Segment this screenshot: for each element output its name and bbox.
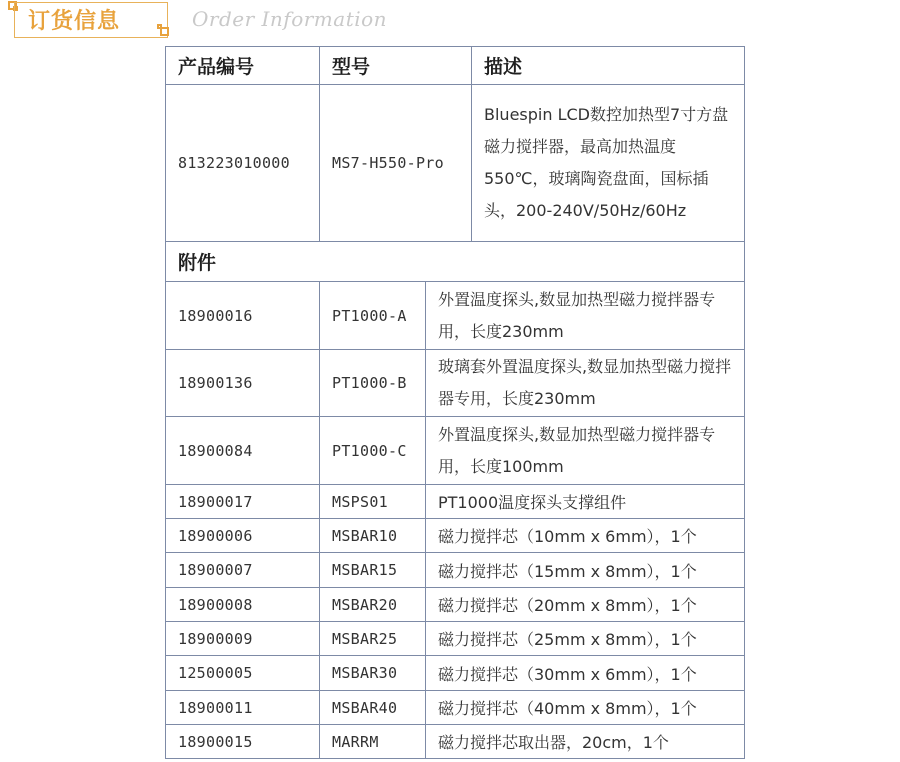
accessory-description: 磁力搅拌芯（10mm x 6mm），1个 — [425, 519, 744, 552]
accessory-model: PT1000-C — [319, 417, 425, 484]
accessory-code: 18900011 — [178, 698, 253, 717]
accessory-code: 18900007 — [178, 561, 253, 579]
accessory-model: PT1000-A — [319, 282, 425, 349]
accessory-code: 18900009 — [178, 629, 253, 648]
accessory-description: 磁力搅拌芯（25mm x 8mm），1个 — [425, 622, 744, 655]
page-title: 订货信息 — [28, 9, 121, 34]
accessory-model: MSPS01 — [319, 485, 425, 518]
accessory-description: 磁力搅拌芯（20mm x 8mm），1个 — [425, 588, 744, 621]
accessory-description: 磁力搅拌芯取出器，20cm，1个 — [425, 725, 744, 758]
table-header-row — [166, 47, 744, 85]
section-label: 附件 — [178, 252, 217, 274]
corner-ornament-icon — [157, 24, 162, 29]
accessory-model: MARRM — [319, 725, 425, 758]
order-table — [165, 46, 745, 759]
column-header-code: 产品编号 — [178, 56, 255, 78]
accessory-description: 外置温度探头,数显加热型磁力搅拌器专用，长度100mm — [425, 417, 744, 484]
accessory-description: 外置温度探头,数显加热型磁力搅拌器专用，长度230mm — [425, 282, 744, 349]
table-row — [166, 725, 744, 758]
accessory-code: 18900136 — [178, 374, 253, 392]
table-row — [166, 282, 744, 350]
accessory-model: PT1000-B — [319, 350, 425, 416]
accessory-description: 磁力搅拌芯（15mm x 8mm），1个 — [425, 553, 744, 587]
accessory-description: 磁力搅拌芯（30mm x 6mm），1个 — [425, 656, 744, 690]
section-row — [166, 242, 744, 282]
accessory-code: 18900084 — [178, 441, 253, 460]
table-row — [166, 691, 744, 725]
table-row — [166, 519, 744, 553]
accessory-code: 18900006 — [178, 526, 253, 545]
accessory-description: 磁力搅拌芯（40mm x 8mm），1个 — [425, 691, 744, 724]
accessory-model: MSBAR20 — [319, 588, 425, 621]
product-model: MS7-H550-Pro — [319, 85, 471, 241]
accessory-model: MSBAR15 — [319, 553, 425, 587]
table-row — [166, 656, 744, 691]
product-description: Bluespin LCD数控加热型7寸方盘磁力搅拌器，最高加热温度550℃，玻璃陶瓷盘面，国标插头，200-240V/50Hz/60Hz — [471, 85, 744, 241]
table-row — [166, 350, 744, 417]
accessory-description: PT1000温度探头支撑组件 — [425, 485, 744, 518]
accessory-code: 18900017 — [178, 492, 253, 511]
accessory-code: 18900016 — [178, 306, 253, 325]
product-code: 813223010000 — [178, 154, 290, 172]
column-header-description: 描述 — [471, 47, 744, 84]
table-row — [166, 85, 744, 242]
accessory-code: 18900015 — [178, 732, 253, 751]
table-row — [166, 485, 744, 519]
table-row — [166, 553, 744, 588]
table-row — [166, 622, 744, 656]
accessory-code: 12500005 — [178, 664, 253, 682]
table-row — [166, 588, 744, 622]
accessory-description: 玻璃套外置温度探头,数显加热型磁力搅拌器专用，长度230mm — [425, 350, 744, 416]
accessory-model: MSBAR10 — [319, 519, 425, 552]
page-subtitle: Order Information — [192, 7, 388, 31]
accessory-model: MSBAR40 — [319, 691, 425, 724]
accessory-model: MSBAR30 — [319, 656, 425, 690]
accessory-code: 18900008 — [178, 595, 253, 614]
accessory-model: MSBAR25 — [319, 622, 425, 655]
table-row — [166, 417, 744, 485]
column-header-model: 型号 — [319, 47, 471, 84]
